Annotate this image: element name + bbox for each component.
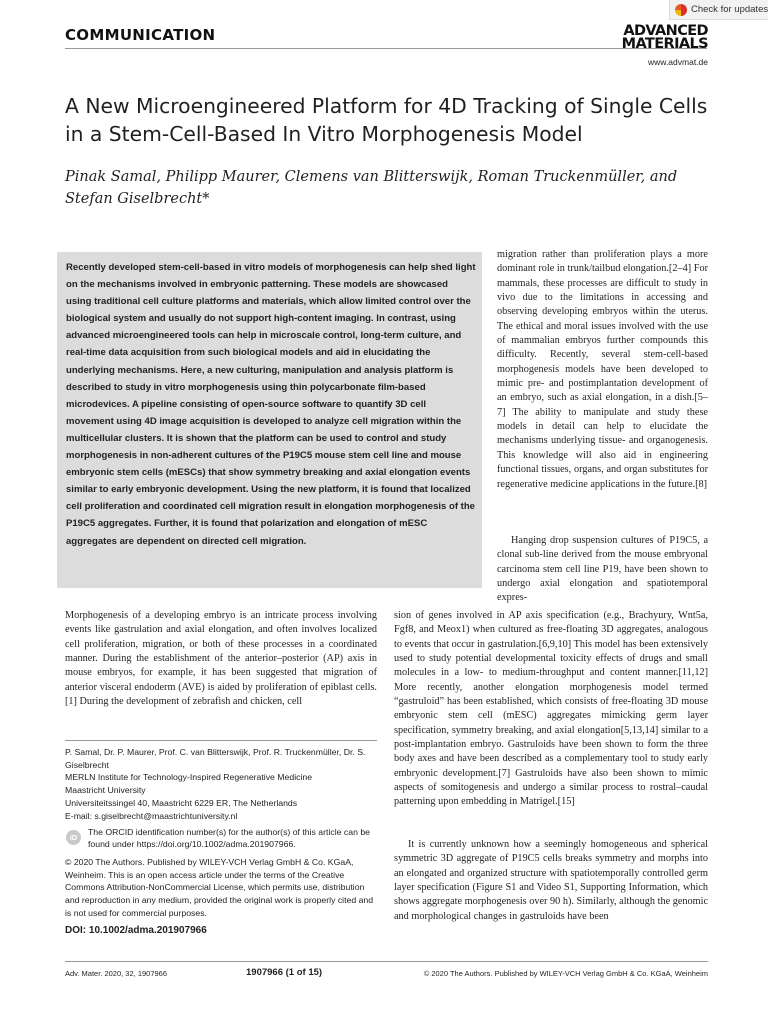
body-text-intro: Morphogenesis of a developing embryo is an intricate process involving events like gastrulation and axial elongation, and often involves localized cell proliferation, migration, or both of these processes in a coordinated manner. During the establishment of the anterior–posterior (AP) axis in mouse embryos, for example, it has been suggested that migration of anterior visceral endoderm (AVE) is aided by proliferation of epiblast cells.[1] During the development of zebrafish and chicken, cell: [65, 610, 377, 708]
body-text-right-wrap: Hanging drop suspension cultures of P19C5, a clonal sub-line derived from the mouse embryonal carcinoma stem cell line P19, have been shown to undergo axial elongation and spatiotemporal expres-: [497, 535, 708, 604]
crossmark-icon: [675, 4, 687, 16]
journal-logo: [606, 25, 708, 51]
author-list: Pinak Samal, Philipp Maurer, Clemens van Blitterswijk, Roman Truckenmüller, and Stefan Giselbrecht*: [65, 169, 678, 207]
author-affiliation: P. Samal, Dr. P. Maurer, Prof. C. van Blitterswijk, Prof. R. Truckenmüller, Dr. S. Giselbrecht MERLN Institute for Technology-Inspired Regenerative Medicine Maastricht University Universiteitssingel 40, Maastricht 6229 ER, The Netherlands E-mail: s.giselbrecht@maastrichtuniversity.nl: [65, 747, 366, 821]
doi-link[interactable]: DOI: 10.1002/adma.201907966: [65, 925, 207, 936]
license-statement: © 2020 The Authors. Published by WILEY-VCH Verlag GmbH & Co. KGaA, Weinheim. This is an open access article under the terms of the Creative Commons Attribution-NonCommercial License, which permits use, distribution and reproduction in any medium, provided the original work is properly cited and is not used for commercial purposes.: [65, 857, 374, 918]
check-for-updates-button[interactable]: [669, 0, 768, 20]
body-text-right-bottom-2: It is currently unknown how a seemingly homogeneous and spherical symmetric 3D aggregate of P19C5 cells breaks symmetry and morphs into an elongated and organized structure with spatiotemporally controlled germ layer specification (Figure S1 and Video S1, Supporting Information, which shows aggregate morphogenesis over 90 h). Similarly, although the genomic and morphological changes in gastruloids have been: [394, 839, 708, 922]
orcid-icon: iD: [66, 830, 81, 845]
body-text-right-bottom: sion of genes involved in AP axis specification (e.g., Brachyury, Wnt5a, Fgf8, and Meox1) when cultured as free-floating 3D aggregates, analogous to events that occur in gastrulation.[6,9,10] This model has been extensively used to study potential developmental toxicity effects of drugs and small molecules in a low- to medium-throughput and content manner.[11,12] More recently, another elongation morphogenesis model termed “gastruloid” has been established, which consists of free-floating 3D mouse embryonic stem cell (mESC) aggregates mimicking germ layer specification, symmetry breaking, and axial elongation[5,13,14] similar to a post-implantation embryo. Gastruloids have been shown to form the three body axes and have been described as a complementary tool to study early embryonic development.[7] Gastruloids have also been shown to mimic aspects of somitogenesis and undergo a similar process to rostral–caudal patterning upon embedding in Matrigel.[15]: [394, 610, 708, 808]
footer-copyright: © 2020 The Authors. Published by WILEY-VCH Verlag GmbH & Co. KGaA, Weinheim: [423, 969, 708, 978]
orcid-note: The ORCID identification number(s) for the author(s) of this article can be found under https://doi.org/10.1002/adma.201907966.: [88, 827, 370, 850]
affiliation-rule: [65, 740, 377, 741]
footer-rule: [65, 961, 708, 962]
footer-journal-reference: Adv. Mater. 2020, 32, 1907966: [65, 969, 168, 978]
journal-logo-line2: MATERIALS: [621, 36, 708, 52]
body-text-right-top: migration rather than proliferation plays a more dominant role in trunk/tailbud elongation.[2–4] For mammals, these processes are difficult to study in vivo due to the limitations in accessing and observing developing embryos within the uterus. The ethical and moral issues involved with the use of mammalian embryos further compounds this difficulty. Recently, several stem-cell-based morphogenesis models have been developed to mimic pre- and postimplantation development of an embryo, such as axial elongation, in a dish.[5–7] The ability to manipulate and study these models in detail can help to elucidate the mechanisms underlying tissue- and organogenesis. This knowledge will also aid in engineering functional tissues, organs, and organ substitutes for regenerative medicine applications in the future.[8]: [497, 249, 708, 490]
section-label: COMMUNICATION: [65, 26, 216, 44]
check-for-updates-label: Check for updates: [691, 4, 768, 15]
footer-page-number: 1907966 (1 of 15): [246, 967, 323, 978]
journal-logo-line1: ADVANCED: [623, 23, 708, 39]
journal-url-link[interactable]: www.advmat.de: [648, 57, 708, 67]
article-title: A New Microengineered Platform for 4D Tracking of Single Cells in a Stem-Cell-Based In Vitro Morphogenesis Model: [65, 94, 708, 146]
abstract-text: Recently developed stem-cell-based in vitro models of morphogenesis can help shed light on the mechanisms involved in embryonic patterning. These models are showcased using traditional cell culture platforms and materials, which allow limited control over the biological system and usually do not support high-content imaging. In contrast, using advanced microengineered tools can help in microscale control, long-term culture, and real-time data acquisition from such biological models and aid in elucidating the underlying mechanisms. Here, a new culturing, manipulation and analysis platform is described to study in vitro morphogenesis using thin polycarbonate film-based microdevices. A pipeline consisting of open-source software to quantify 3D cell movement using 4D image acquisition is developed to analyze cell migration within the multicellular clusters. It is shown that the platform can be used to control and study morphogenesis in non-adherent cultures of the P19C5 mouse stem cell line and mouse embryonic stem cells (mESCs) that show symmetry breaking and axial elongation events similar to early embryonic development. Using the new platform, it is found that localized cell proliferation and coordinated cell migration result in elongation morphogenesis of the P19C5 aggregates. Further, it is found that polarization and elongation of mESC aggregates are dependent on directed cell migration.: [66, 262, 476, 547]
